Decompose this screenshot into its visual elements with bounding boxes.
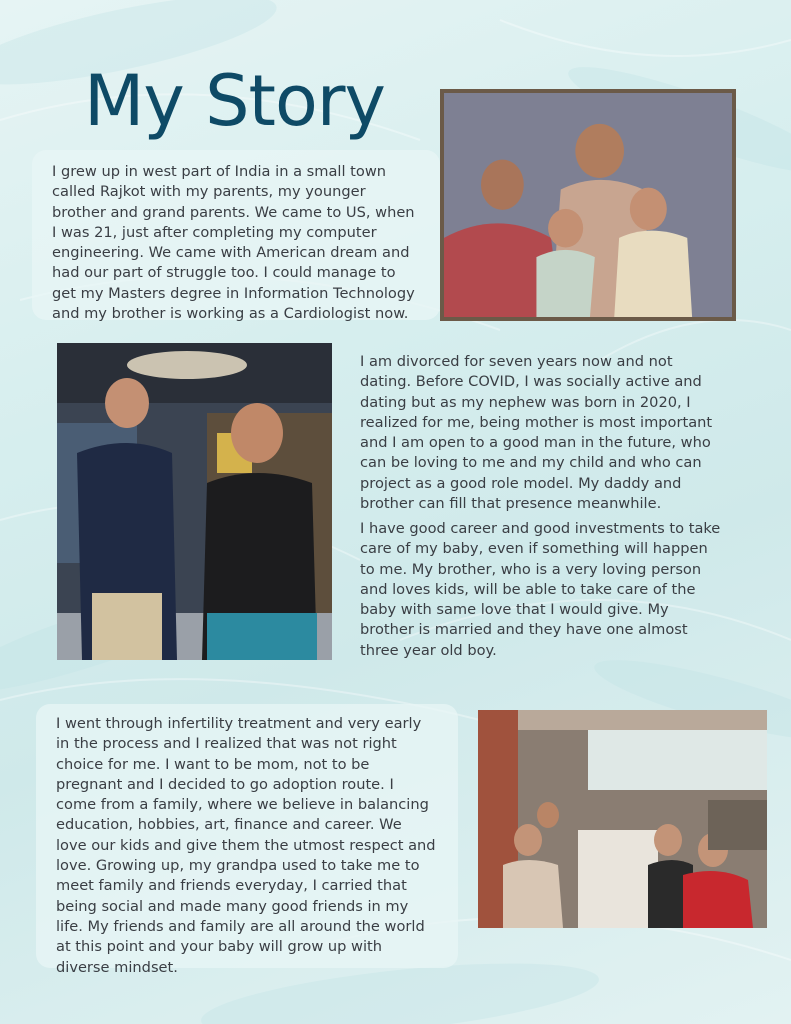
paragraph-support: I have good career and good investments to take care of my baby, even if something will happen to me. My brother, who is a very loving person and loves kids, will be able to take care of the baby with same love that I would give. My brother is married and they have one almost three year old boy. bbox=[360, 520, 721, 659]
paragraph-relationship: I am divorced for seven years now and not dating. Before COVID, I was socially active and dating but as my nephew was born in 2020, I realized for me, being mother is most important and I am open to a good man in the future, who can be loving to me and my child and who can project as a good role model. My daddy and brother can fill that presence meanwhile. bbox=[360, 353, 713, 513]
page-title: My Story bbox=[84, 60, 385, 142]
photo-friends-gathering bbox=[478, 710, 767, 928]
paragraph-intro: I grew up in west part of India in a small town called Rajkot with my parents, my younger brother and grand parents. We came to US, when I was 21, just after completing my computer engineering. We came with American dream and had our part of struggle too. I could manage to get my Masters degree in Information Technology and my brother is working as a Cardiologist now. bbox=[52, 163, 415, 323]
photo-store-visit bbox=[57, 343, 332, 660]
photo-family-portrait bbox=[440, 89, 736, 321]
paragraph-adoption: I went through infertility treatment and very early in the process and I realized that was not right choice for me. I want to be mom, not to be pregnant and I decided to go adoption route. I come from a family, where we believe in balancing education, hobbies, art, finance and career. We love our kids and give them the utmost respect and love. Growing up, my grandpa used to take me to meet family and friends everyday, I carried that being social and made many good friends in my life. My friends and family are all around the world at this point and your baby will grow up with diverse mindset. bbox=[56, 715, 436, 976]
